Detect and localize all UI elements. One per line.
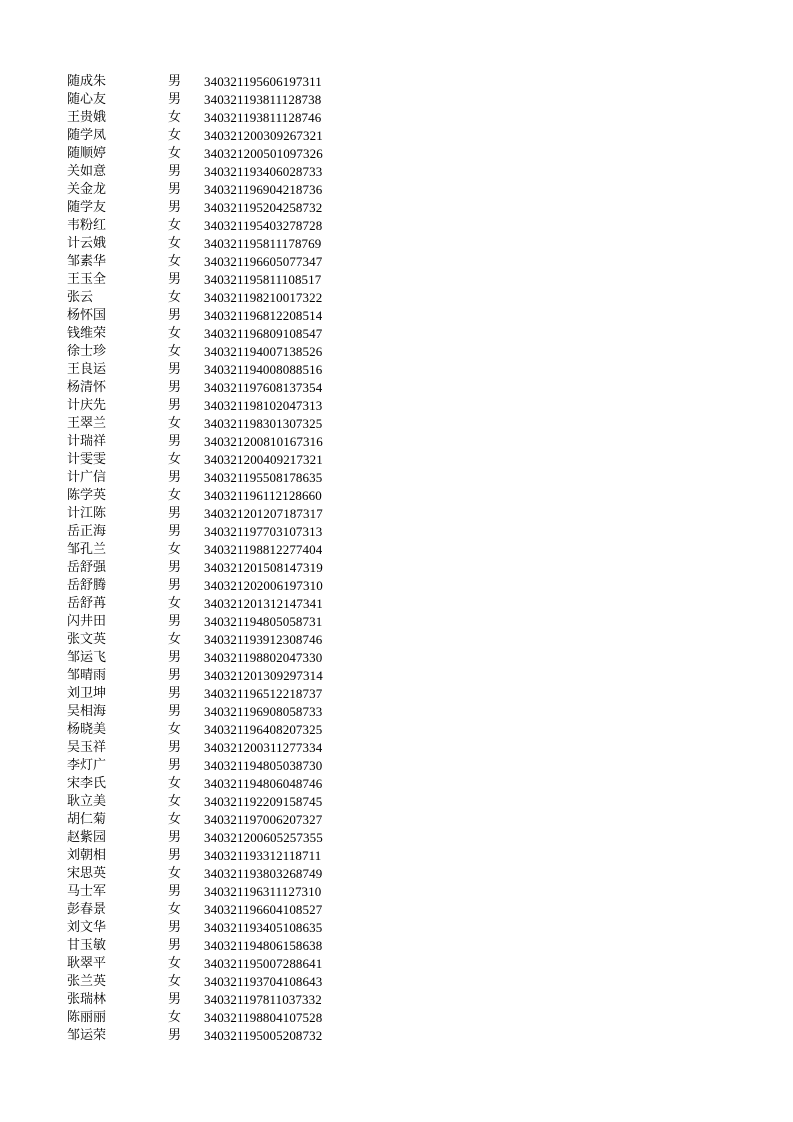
name-cell: 甘玉敏 [67,938,107,953]
gender-cell: 男 [168,992,182,1007]
id-number-cell: 340321200501097326 [204,146,323,161]
gender-cell: 男 [168,560,182,575]
gender-cell: 女 [168,290,182,305]
id-number-cell: 340321197811037332 [204,992,322,1007]
id-number-cell: 340321200810167316 [204,434,323,449]
gender-cell: 男 [168,704,182,719]
id-number-cell: 340321194805058731 [204,614,323,629]
id-number-cell: 340321201312147341 [204,596,323,611]
name-cell: 胡仁菊 [67,812,107,827]
id-number-cell: 340321200309267321 [204,128,323,143]
name-cell: 张云 [67,290,94,305]
name-cell: 计瑞祥 [67,434,107,449]
table-row [67,829,367,847]
table-row [67,649,367,667]
id-number-cell: 340321193811128746 [204,110,322,125]
name-cell: 张兰英 [67,974,107,989]
gender-cell: 男 [168,650,182,665]
id-number-cell: 340321195811178769 [204,236,322,251]
table-row [67,883,367,901]
gender-cell: 男 [168,164,182,179]
name-cell: 计云娥 [67,236,107,251]
id-number-cell: 340321194805038730 [204,758,323,773]
gender-cell: 女 [168,794,182,809]
name-cell: 岳舒腾 [67,578,107,593]
gender-cell: 男 [168,884,182,899]
gender-cell: 女 [168,218,182,233]
id-number-cell: 340321198812277404 [204,542,323,557]
name-cell: 杨清怀 [67,380,107,395]
name-cell: 随学友 [67,200,107,215]
name-cell: 邹孔兰 [67,542,107,557]
name-cell: 王翠兰 [67,416,107,431]
table-row [67,379,367,397]
name-cell: 邹运荣 [67,1028,107,1043]
gender-cell: 男 [168,740,182,755]
table-row [67,487,367,505]
id-number-cell: 340321194008088516 [204,362,323,377]
table-row [67,811,367,829]
id-number-cell: 340321194007138526 [204,344,323,359]
id-number-cell: 340321193811128738 [204,92,322,107]
gender-cell: 男 [168,506,182,521]
id-number-cell: 340321198210017322 [204,290,323,305]
table-row [67,109,367,127]
table-row [67,991,367,1009]
gender-cell: 男 [168,524,182,539]
id-number-cell: 340321200605257355 [204,830,323,845]
id-number-cell: 340321192209158745 [204,794,323,809]
name-cell: 随心友 [67,92,107,107]
name-cell: 韦粉红 [67,218,107,233]
table-row [67,523,367,541]
id-number-cell: 340321196408207325 [204,722,323,737]
gender-cell: 男 [168,74,182,89]
gender-cell: 男 [168,848,182,863]
name-cell: 王良运 [67,362,107,377]
id-number-cell: 340321195403278728 [204,218,323,233]
gender-cell: 男 [168,200,182,215]
name-cell: 邹晴雨 [67,668,107,683]
gender-cell: 男 [168,362,182,377]
id-number-cell: 340321193803268749 [204,866,323,881]
table-row [67,667,367,685]
id-number-cell: 340321195007288641 [204,956,323,971]
gender-cell: 男 [168,470,182,485]
name-cell: 陈丽丽 [67,1010,107,1025]
id-number-cell: 340321195005208732 [204,1028,323,1043]
name-cell: 刘卫坤 [67,686,107,701]
name-cell: 杨晓美 [67,722,107,737]
name-cell: 马士军 [67,884,107,899]
name-cell: 陈学英 [67,488,107,503]
id-number-cell: 340321194806158638 [204,938,323,953]
name-cell: 岳舒苒 [67,596,107,611]
table-row [67,217,367,235]
table-row [67,721,367,739]
gender-cell: 男 [168,272,182,287]
id-number-cell: 340321195606197311 [204,74,322,89]
name-cell: 邹素华 [67,254,107,269]
id-number-cell: 340321197703107313 [204,524,323,539]
id-number-cell: 340321196904218736 [204,182,323,197]
name-cell: 宋李氏 [67,776,107,791]
id-number-cell: 340321193405108635 [204,920,323,935]
table-row [67,451,367,469]
id-number-cell: 340321195811108517 [204,272,322,287]
id-number-cell: 340321198802047330 [204,650,323,665]
id-number-cell: 340321196311127310 [204,884,322,899]
table-row [67,469,367,487]
table-row [67,865,367,883]
id-number-cell: 340321200409217321 [204,452,323,467]
name-cell: 随成朱 [67,74,107,89]
table-row [67,361,367,379]
table-row [67,973,367,991]
name-cell: 刘朝相 [67,848,107,863]
name-cell: 岳舒强 [67,560,107,575]
id-number-cell: 340321193704108643 [204,974,323,989]
gender-cell: 男 [168,182,182,197]
name-cell: 王贵娥 [67,110,107,125]
name-cell: 关金龙 [67,182,107,197]
gender-cell: 男 [168,398,182,413]
gender-cell: 女 [168,452,182,467]
gender-cell: 男 [168,686,182,701]
gender-cell: 男 [168,308,182,323]
gender-cell: 女 [168,866,182,881]
table-row [67,325,367,343]
name-cell: 闪井田 [67,614,107,629]
name-cell: 计庆先 [67,398,107,413]
name-cell: 刘文华 [67,920,107,935]
gender-cell: 女 [168,254,182,269]
name-cell: 张瑞林 [67,992,107,1007]
table-row [67,397,367,415]
table-row [67,91,367,109]
table-row [67,793,367,811]
gender-cell: 男 [168,92,182,107]
id-number-cell: 340321196512218737 [204,686,323,701]
name-cell: 随顺婷 [67,146,107,161]
id-number-cell: 340321198102047313 [204,398,323,413]
gender-cell: 女 [168,146,182,161]
gender-cell: 男 [168,434,182,449]
table-row [67,199,367,217]
gender-cell: 男 [168,668,182,683]
gender-cell: 女 [168,542,182,557]
id-number-cell: 340321196812208514 [204,308,323,323]
table-row [67,73,367,91]
name-cell: 随学凤 [67,128,107,143]
table-row [67,271,367,289]
gender-cell: 女 [168,128,182,143]
gender-cell: 女 [168,974,182,989]
name-cell: 钱维荣 [67,326,107,341]
name-cell: 耿翠平 [67,956,107,971]
name-cell: 邹运飞 [67,650,107,665]
name-cell: 王玉全 [67,272,107,287]
id-number-cell: 340321198804107528 [204,1010,323,1025]
id-number-cell: 340321196604108527 [204,902,323,917]
name-cell: 计雯雯 [67,452,107,467]
gender-cell: 女 [168,488,182,503]
id-number-cell: 340321196809108547 [204,326,323,341]
gender-cell: 女 [168,956,182,971]
id-number-cell: 340321196112128660 [204,488,322,503]
id-number-cell: 340321196605077347 [204,254,323,269]
id-number-cell: 340321201207187317 [204,506,323,521]
gender-cell: 女 [168,416,182,431]
table-row [67,235,367,253]
id-number-cell: 340321197608137354 [204,380,323,395]
table-row [67,955,367,973]
table-row [67,595,367,613]
name-cell: 赵紫园 [67,830,107,845]
table-row [67,631,367,649]
gender-cell: 女 [168,1010,182,1025]
table-row [67,559,367,577]
gender-cell: 女 [168,596,182,611]
table-row [67,757,367,775]
table-row [67,685,367,703]
name-cell: 耿立美 [67,794,107,809]
name-cell: 彭春景 [67,902,107,917]
name-cell: 岳正海 [67,524,107,539]
gender-cell: 女 [168,812,182,827]
id-number-cell: 340321202006197310 [204,578,323,593]
table-row [67,505,367,523]
gender-cell: 女 [168,344,182,359]
table-row [67,127,367,145]
table-row [67,1009,367,1027]
name-cell: 杨怀国 [67,308,107,323]
gender-cell: 女 [168,776,182,791]
gender-cell: 女 [168,236,182,251]
name-cell: 吴玉祥 [67,740,107,755]
table-row [67,613,367,631]
id-number-cell: 340321193406028733 [204,164,323,179]
gender-cell: 女 [168,722,182,737]
id-number-cell: 340321195204258732 [204,200,323,215]
id-number-cell: 340321200311277334 [204,740,323,755]
gender-cell: 男 [168,1028,182,1043]
id-number-cell: 340321201508147319 [204,560,323,575]
id-number-cell: 340321193912308746 [204,632,323,647]
name-cell: 吴相海 [67,704,107,719]
table-row [67,307,367,325]
id-number-cell: 340321201309297314 [204,668,323,683]
gender-cell: 男 [168,614,182,629]
table-row [67,415,367,433]
table-row [67,541,367,559]
gender-cell: 女 [168,326,182,341]
table-row [67,775,367,793]
table-row [67,901,367,919]
name-cell: 关如意 [67,164,107,179]
table-row [67,739,367,757]
table-row [67,145,367,163]
gender-cell: 女 [168,110,182,125]
gender-cell: 男 [168,578,182,593]
id-number-cell: 340321198301307325 [204,416,323,431]
id-number-cell: 340321194806048746 [204,776,323,791]
table-row [67,343,367,361]
table-row [67,577,367,595]
table-row [67,289,367,307]
gender-cell: 男 [168,830,182,845]
gender-cell: 男 [168,938,182,953]
name-cell: 计广信 [67,470,107,485]
id-number-cell: 340321197006207327 [204,812,323,827]
gender-cell: 男 [168,758,182,773]
table-row [67,847,367,865]
gender-cell: 女 [168,902,182,917]
name-cell: 计江陈 [67,506,107,521]
id-number-cell: 340321195508178635 [204,470,323,485]
table-row [67,163,367,181]
gender-cell: 女 [168,632,182,647]
table-row [67,919,367,937]
id-number-cell: 340321193312118711 [204,848,322,863]
name-cell: 张文英 [67,632,107,647]
table-row [67,937,367,955]
name-cell: 宋思英 [67,866,107,881]
name-cell: 徐士珍 [67,344,107,359]
table-row [67,703,367,721]
record-table [67,73,367,1045]
table-row [67,181,367,199]
name-cell: 李灯广 [67,758,107,773]
table-row [67,253,367,271]
gender-cell: 男 [168,380,182,395]
table-row [67,1027,367,1045]
gender-cell: 男 [168,920,182,935]
table-row [67,433,367,451]
id-number-cell: 340321196908058733 [204,704,323,719]
